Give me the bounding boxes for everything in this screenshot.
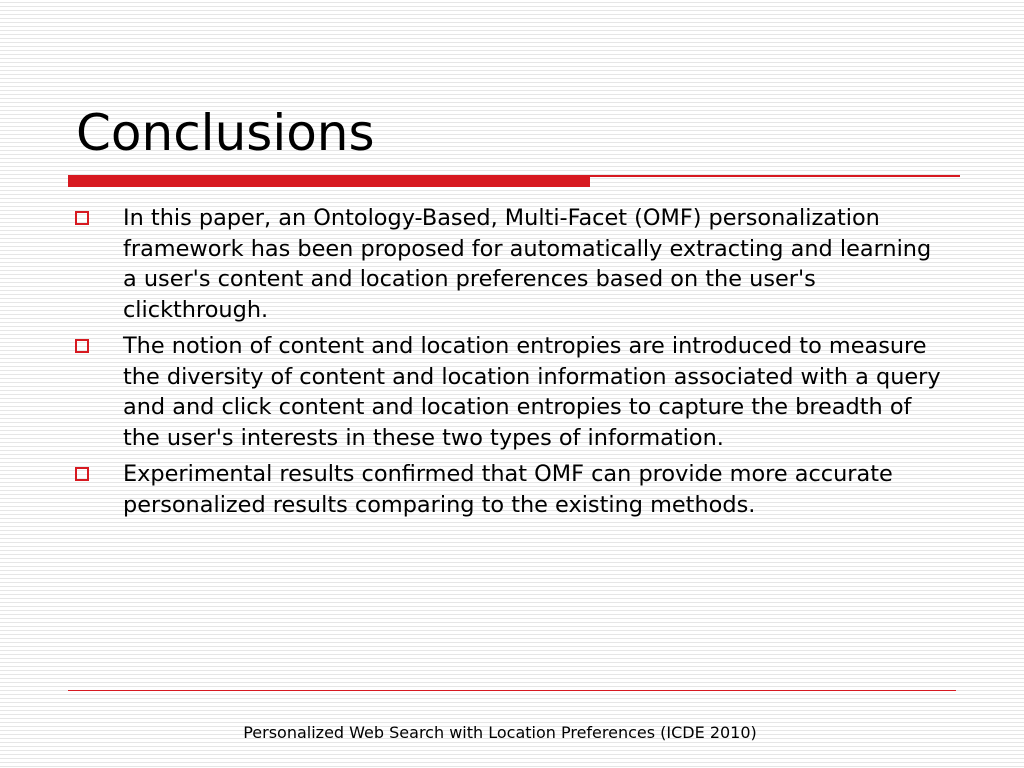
hollow-square-bullet-icon — [75, 211, 89, 225]
hollow-square-bullet-icon — [75, 339, 89, 353]
bullet-text: The notion of content and location entropies are introduced to measure the diversity of content and location information associated with a query and and click content and location entropies to capture the breadth of the user's interests in these two types of information. — [123, 333, 941, 451]
bullet-list — [72, 203, 952, 526]
title-underline-thin — [590, 175, 960, 177]
footer-divider — [68, 690, 956, 691]
bullet-item — [72, 203, 952, 325]
title-underline — [68, 175, 960, 187]
slide-footer: Personalized Web Search with Location Preferences (ICDE 2010) — [243, 723, 757, 742]
bullet-item — [72, 331, 952, 453]
bullet-text: Experimental results confirmed that OMF can provide more accurate personalized results comparing to the existing methods. — [123, 461, 893, 518]
hollow-square-bullet-icon — [75, 467, 89, 481]
bullet-text: In this paper, an Ontology-Based, Multi-Facet (OMF) personalization framework has been proposed for automatically extracting and learning a user's content and location preferences based on the user's clickthrough. — [123, 205, 932, 323]
slide-title: Conclusions — [76, 104, 375, 162]
title-underline-thick — [68, 175, 590, 187]
bullet-item — [72, 459, 952, 520]
